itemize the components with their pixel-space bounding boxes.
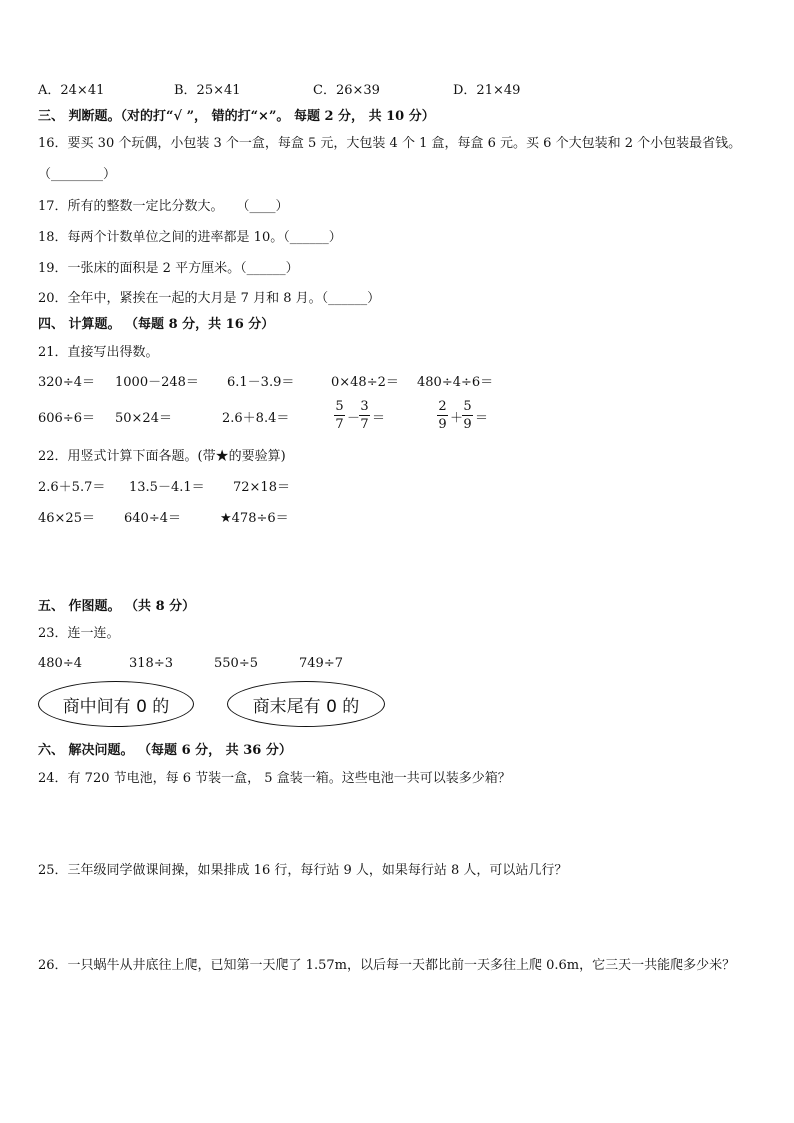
q21-r1-c5: 480÷4÷6＝: [417, 375, 494, 390]
frac2-a: [437, 400, 448, 431]
q22-r1-c2: 13.5－4.1＝: [129, 480, 205, 495]
frac2-eq: ＝: [475, 411, 489, 426]
q24-text: 24．有 720 节电池，每 6 节装一盒， 5 盒装一箱。这些电池一共可以装多少箱？: [38, 771, 511, 786]
frac1-op: －: [347, 411, 361, 426]
frac2-b-bar: [462, 415, 473, 416]
option-a: A．24×41: [38, 83, 105, 98]
option-b: B．25×41: [174, 83, 241, 98]
q23-item-2: 318÷3: [129, 656, 173, 671]
q22-r1-c1: 2.6＋5.7＝: [38, 480, 106, 495]
frac2-a-bar: [437, 415, 448, 416]
frac1-b-num: 3: [360, 399, 369, 414]
frac1-b-bar: [359, 415, 370, 416]
section4-heading: 四、 计算题。 （每题 8 分，共 16 分）: [38, 317, 275, 332]
q18-text: 18．每两个计数单位之间的进率都是 10。（______）: [38, 230, 342, 245]
frac2-b-num: 5: [463, 399, 472, 414]
option-d: D．21×49: [453, 83, 521, 98]
q22-r2-c3: ★478÷6＝: [220, 511, 289, 526]
q16-blank: （________）: [38, 167, 117, 182]
q21-title: 21．直接写出得数。: [38, 345, 159, 360]
frac1-b: [359, 400, 370, 431]
q22-title: 22．用竖式计算下面各题。(带★的要验算): [38, 449, 286, 464]
q21-r1-c4: 0×48÷2＝: [331, 375, 399, 390]
q21-r1-c1: 320÷4＝: [38, 375, 95, 390]
q23-item-1: 480÷4: [38, 656, 82, 671]
q21-r1-c3: 6.1－3.9＝: [227, 375, 295, 390]
q22-r1-c3: 72×18＝: [233, 480, 290, 495]
section6-heading: 六、 解决问题。 （每题 6 分， 共 36 分）: [38, 743, 292, 758]
frac2-op: ＋: [450, 411, 464, 426]
section3-heading: 三、 判断题。（对的打“√ ”， 错的打“×”。 每题 2 分， 共 10 分）: [38, 109, 435, 124]
frac1-a-den: 7: [335, 417, 344, 432]
q23-item-3: 550÷5: [214, 656, 258, 671]
frac1-a: [334, 400, 345, 431]
q21-r1-c2: 1000－248＝: [115, 375, 199, 390]
q21-r2-c3: 2.6＋8.4＝: [222, 411, 290, 426]
q25-text: 25．三年级同学做课间操，如果排成 16 行，每行站 9 人，如果每行站 8 人，可以站几行？: [38, 863, 568, 878]
ellipse-middle-zero-label: 商中间有 0 的: [62, 696, 170, 717]
q23-title: 23．连一连。: [38, 626, 120, 641]
q23-item-4: 749÷7: [299, 656, 343, 671]
section5-heading: 五、 作图题。 （共 8 分）: [38, 599, 196, 614]
frac2-b: [462, 400, 473, 431]
q16-text: 16．要买 30 个玩偶，小包装 3 个一盒，每盒 5 元，大包装 4 个 1 盒，每盒 6 元。买 6 个大包装和 2 个小包装最省钱。: [38, 136, 742, 151]
q20-text: 20．全年中，紧挨在一起的大月是 7 月和 8 月。（______）: [38, 291, 381, 306]
frac1-a-num: 5: [335, 399, 344, 414]
frac1-a-bar: [334, 415, 345, 416]
frac2-a-den: 9: [438, 417, 447, 432]
q21-r2-c1: 606÷6＝: [38, 411, 95, 426]
q21-r2-c2: 50×24＝: [115, 411, 172, 426]
frac1-eq: ＝: [372, 411, 386, 426]
q17-text: 17．所有的整数一定比分数大。 （____）: [38, 199, 289, 214]
option-c: C．26×39: [313, 83, 380, 98]
ellipse-end-zero: [227, 681, 385, 727]
ellipse-middle-zero: [38, 681, 194, 727]
q19-text: 19．一张床的面积是 2 平方厘米。（______）: [38, 261, 299, 276]
frac1-b-den: 7: [360, 417, 369, 432]
ellipse-end-zero-label: 商末尾有 0 的: [252, 696, 360, 717]
q22-r2-c1: 46×25＝: [38, 511, 95, 526]
q22-r2-c2: 640÷4＝: [124, 511, 181, 526]
q26-text: 26．一只蜗牛从井底往上爬，已知第一天爬了 1.57m，以后每一天都比前一天多往上爬 0.6m，它三天一共能爬多少米？: [38, 958, 736, 973]
frac2-a-num: 2: [438, 399, 447, 414]
frac2-b-den: 9: [463, 417, 472, 432]
